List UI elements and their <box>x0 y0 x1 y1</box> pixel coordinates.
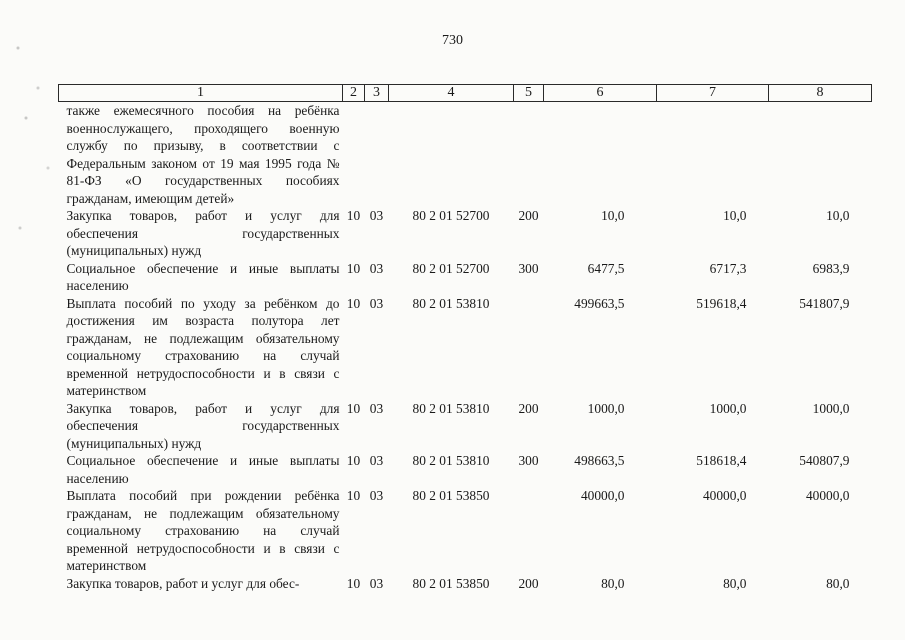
amount-col6 <box>544 102 657 208</box>
amount-col6: 498663,5 <box>574 453 625 468</box>
header-row <box>59 85 872 102</box>
table-row <box>59 575 872 593</box>
budget-table <box>58 84 872 592</box>
amount-col6: 499663,5 <box>574 295 625 311</box>
amount-col8: 1000,0 <box>812 400 850 416</box>
amount-col8: 10,0 <box>826 208 850 223</box>
expense-type-code <box>514 487 544 575</box>
amount-col8: 80,0 <box>826 575 850 591</box>
section-code: 10 <box>346 575 361 591</box>
amount-col7: 6717,3 <box>709 260 747 276</box>
row-name: Выплата пособий при рождении ребёнка гражданам, не подлежащим обязательному социальному страхованию на случай временной нетрудоспособности и в связи с материнством <box>66 488 340 573</box>
section-code <box>343 102 365 208</box>
subsection-code <box>365 102 389 208</box>
amount-col8: 6983,9 <box>812 260 850 276</box>
page-number: 730 <box>442 33 463 48</box>
amount-col7: 40000,0 <box>702 488 747 503</box>
section-code: 10 <box>346 295 361 311</box>
target-article-code: 80 2 01 53850 <box>412 488 490 503</box>
subsection-code: 03 <box>369 575 384 591</box>
table-row <box>59 487 872 575</box>
row-name: Выплата пособий по уходу за ребёнком до достижения им возраста полутора лет гражданам, не подлежащим обязательному социальному страхованию на случай временной нетрудоспособности и в связи с материнством <box>66 295 340 398</box>
section-code: 10 <box>346 400 361 416</box>
column-header: 4 <box>389 85 514 102</box>
subsection-code: 03 <box>369 208 384 223</box>
row-name: Закупка товаров, работ и услуг для обеспечения государственных (муниципальных) нужд <box>66 400 340 451</box>
amount-col6: 10,0 <box>601 208 625 223</box>
subsection-code: 03 <box>369 488 384 503</box>
subsection-code: 03 <box>369 453 384 468</box>
subsection-code: 03 <box>369 400 384 416</box>
amount-col8: 40000,0 <box>805 488 850 503</box>
table-row <box>59 400 872 453</box>
section-code: 10 <box>346 488 361 503</box>
column-header: 7 <box>657 85 769 102</box>
target-article-code <box>389 102 514 208</box>
target-article-code: 80 2 01 53810 <box>412 295 490 311</box>
amount-col8 <box>769 102 872 208</box>
target-article-code: 80 2 01 52700 <box>412 260 490 276</box>
amount-col7: 518618,4 <box>696 453 747 468</box>
column-header: 6 <box>544 85 657 102</box>
column-header: 3 <box>365 85 389 102</box>
amount-col6: 6477,5 <box>587 260 625 276</box>
target-article-code: 80 2 01 52700 <box>412 208 490 223</box>
target-article-code: 80 2 01 53810 <box>412 453 490 468</box>
section-code: 10 <box>346 260 361 276</box>
column-header: 1 <box>59 85 343 102</box>
table-row <box>59 295 872 400</box>
amount-col8: 540807,9 <box>799 453 850 468</box>
amount-col6: 1000,0 <box>587 400 625 416</box>
amount-col8: 541807,9 <box>799 295 850 311</box>
amount-col7: 1000,0 <box>709 400 747 416</box>
subsection-code: 03 <box>369 260 384 276</box>
target-article-code: 80 2 01 53850 <box>412 575 490 591</box>
column-header: 2 <box>343 85 365 102</box>
row-name: Социальное обеспечение и иные выплаты населению <box>66 260 340 293</box>
expense-type-code <box>514 102 544 208</box>
section-code: 10 <box>346 453 361 468</box>
target-article-code: 80 2 01 53810 <box>412 400 490 416</box>
section-code: 10 <box>346 208 361 223</box>
expense-type-code: 200 <box>518 400 539 416</box>
row-name: Социальное обеспечение и иные выплаты населению <box>66 453 340 486</box>
amount-col6: 80,0 <box>601 575 625 591</box>
table-row <box>59 102 872 208</box>
row-name: также ежемесячного пособия на ребёнка военнослужащего, проходящего военную службу по призыву, в соответствии с Федеральным законом от 19 мая 1995 года № 81-ФЗ «О государственных пособиях гражданам, имеющим детей» <box>66 103 340 206</box>
column-header: 5 <box>514 85 544 102</box>
expense-type-code: 300 <box>518 453 539 468</box>
subsection-code: 03 <box>369 295 384 311</box>
row-name: Закупка товаров, работ и услуг для обес- <box>66 575 300 591</box>
amount-col7: 10,0 <box>723 208 747 223</box>
amount-col6: 40000,0 <box>580 488 625 503</box>
expense-type-code: 200 <box>518 575 539 591</box>
table-row <box>59 452 872 487</box>
amount-col7 <box>657 102 769 208</box>
row-name: Закупка товаров, работ и услуг для обеспечения государственных (муниципальных) нужд <box>66 208 340 258</box>
table-row <box>59 207 872 260</box>
table-row <box>59 260 872 295</box>
amount-col7: 80,0 <box>723 575 747 591</box>
expense-type-code: 200 <box>518 208 539 223</box>
amount-col7: 519618,4 <box>696 295 747 311</box>
expense-type-code <box>514 295 544 400</box>
expense-type-code: 300 <box>518 260 539 276</box>
scan-edge-noise <box>8 28 58 328</box>
column-header: 8 <box>769 85 872 102</box>
